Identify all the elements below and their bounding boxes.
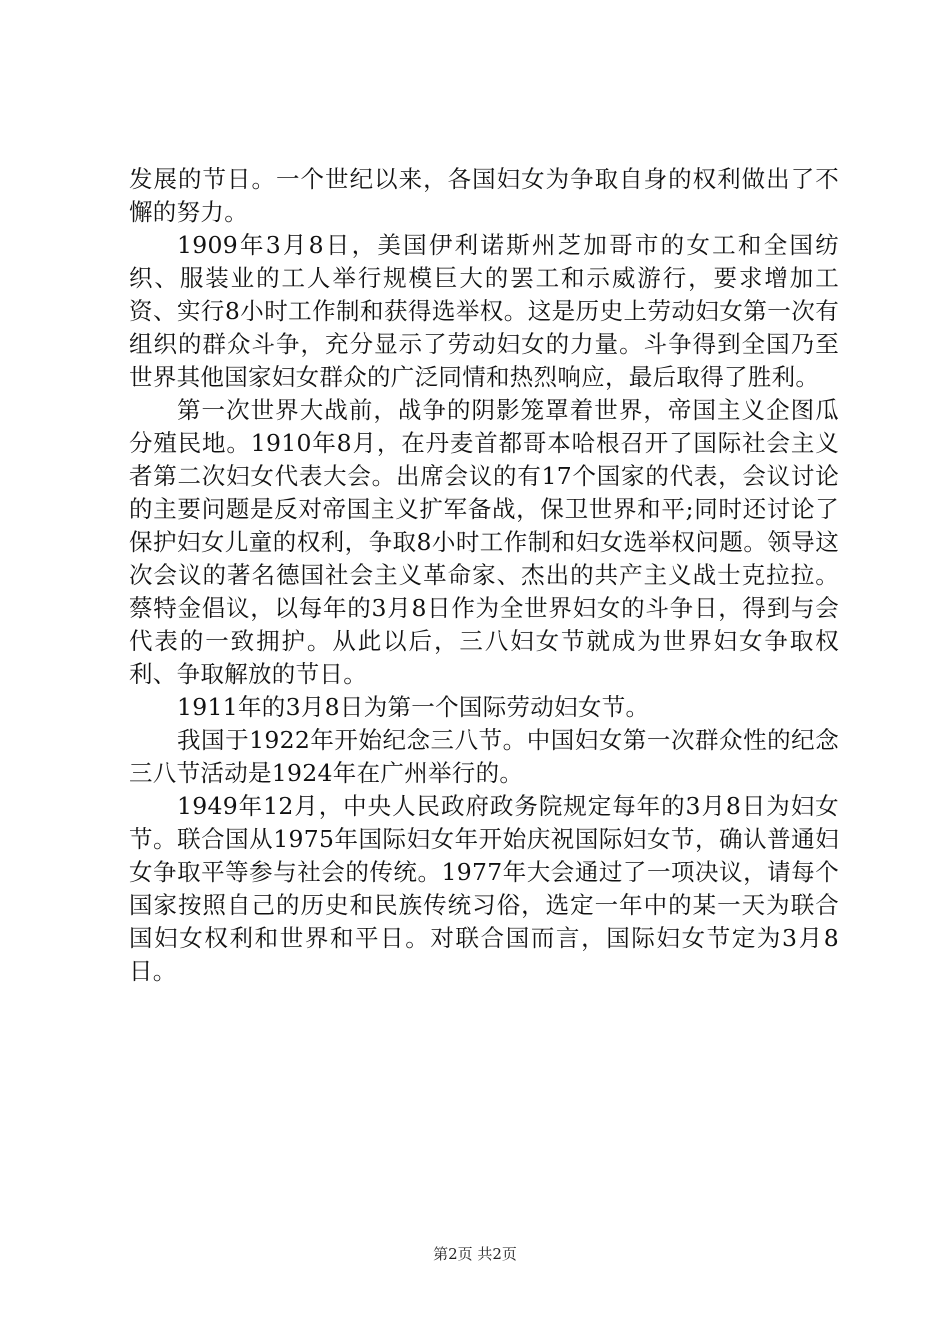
document-body [129, 163, 839, 988]
paragraph-6: 1949年12月，中央人民政府政务院规定每年的3月8日为妇女节。联合国从1975年国际妇女年开始庆祝国际妇女节，确认普通妇女争取平等参与社会的传统。1977年大会通过了一项决议，请每个国家按照自己的历史和民族传统习俗，选定一年中的某一天为联合国妇女权利和世界和平日。对联合国而言，国际妇女节定为3月8日。 [129, 792, 839, 985]
paragraph-1: 发展的节日。一个世纪以来，各国妇女为争取自身的权利做出了不懈的努力。 [129, 165, 839, 226]
paragraph-5: 我国于1922年开始纪念三八节。中国妇女第一次群众性的纪念三八节活动是1924年在广州举行的。 [129, 726, 839, 787]
paragraph-3: 第一次世界大战前，战争的阴影笼罩着世界，帝国主义企图瓜分殖民地。1910年8月，在丹麦首都哥本哈根召开了国际社会主义者第二次妇女代表大会。出席会议的有17个国家的代表，会议讨论的主要问题是反对帝国主义扩军备战，保卫世界和平;同时还讨论了保护妇女儿童的权利，争取8小时工作制和妇女选举权问题。领导这次会议的著名德国社会主义革命家、杰出的共产主义战士克拉拉。蔡特金倡议，以每年的3月8日作为全世界妇女的斗争日，得到与会代表的一致拥护。从此以后，三八妇女节就成为世界妇女争取权利、争取解放的节日。 [129, 396, 839, 688]
paragraph-2: 1909年3月8日，美国伊利诺斯州芝加哥市的女工和全国纺织、服装业的工人举行规模巨大的罢工和示威游行，要求增加工资、实行8小时工作制和获得选举权。这是历史上劳动妇女第一次有组织的群众斗争，充分显示了劳动妇女的力量。斗争得到全国乃至世界其他国家妇女群众的广泛同情和热烈响应，最后取得了胜利。 [129, 231, 839, 391]
page-footer: 第2页 共2页 [433, 1245, 517, 1263]
paragraph-4: 1911年的3月8日为第一个国际劳动妇女节。 [177, 693, 650, 721]
